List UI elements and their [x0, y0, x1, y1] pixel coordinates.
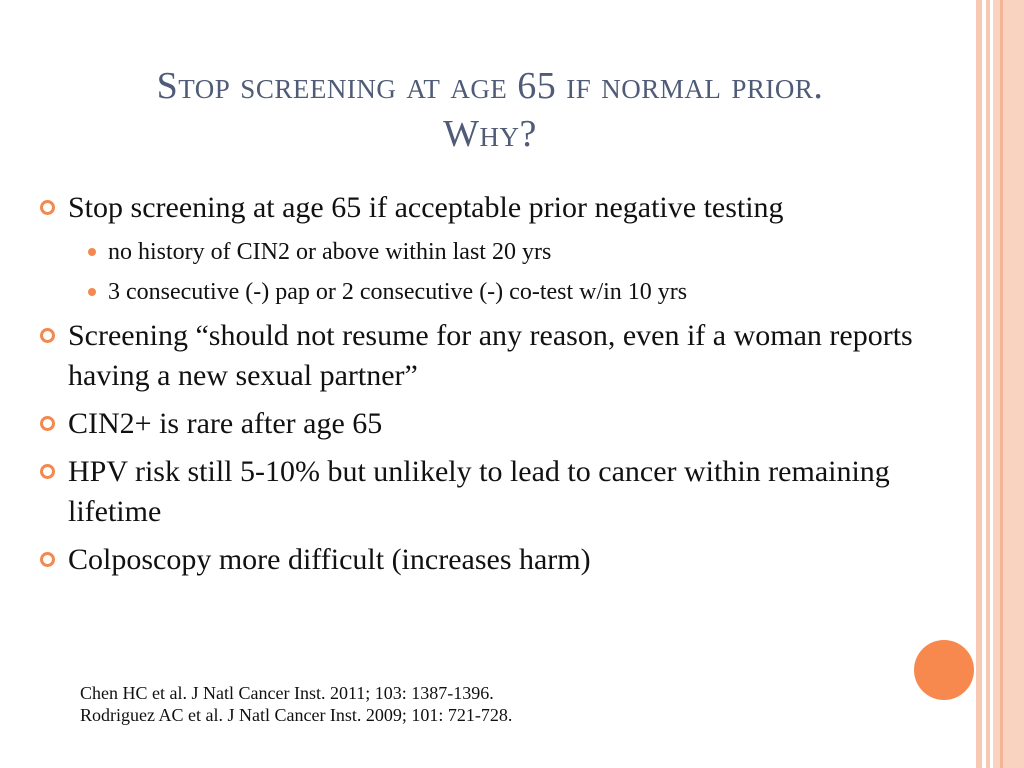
border-stripe — [1000, 0, 1003, 768]
ring-bullet-icon — [40, 464, 55, 479]
bullet-item — [38, 188, 938, 228]
sub-bullet-item — [38, 276, 938, 308]
dot-bullet-icon — [88, 288, 96, 296]
references — [80, 682, 512, 726]
sub-bullet-text: no history of CIN2 or above within last 20 yrs — [108, 239, 552, 265]
bullet-item — [38, 540, 938, 580]
bullet-text: Colposcopy more difficult (increases harm) — [68, 543, 591, 576]
bullet-text: Stop screening at age 65 if acceptable prior negative testing — [68, 191, 784, 224]
sub-bullet-text: 3 consecutive (-) pap or 2 consecutive (-) co-test w/in 10 yrs — [108, 279, 688, 305]
ring-bullet-icon — [40, 416, 55, 431]
bullet-text: CIN2+ is rare after age 65 — [68, 407, 383, 440]
reference-line: Rodriguez AC et al. J Natl Cancer Inst. 2009; 101: 721-728. — [80, 705, 513, 725]
bullet-item — [38, 452, 938, 532]
bullet-text: HPV risk still 5-10% but unlikely to lead to cancer within remaining lifetime — [68, 455, 890, 528]
dot-bullet-icon — [88, 248, 96, 256]
bullet-text: Screening “should not resume for any reason, even if a woman reports having a new sexual partner” — [68, 319, 913, 392]
reference-line: Chen HC et al. J Natl Cancer Inst. 2011; 103: 1387-1396. — [80, 683, 494, 703]
border-stripe — [986, 0, 990, 768]
border-stripe — [993, 0, 1024, 768]
bullet-item — [38, 316, 938, 396]
decorative-right-border — [976, 0, 1024, 768]
slide-title-line-2: Why? — [443, 113, 537, 155]
ring-bullet-icon — [40, 552, 55, 567]
sub-bullet-item — [38, 236, 938, 268]
slide-title — [40, 62, 940, 158]
ring-bullet-icon — [40, 200, 55, 215]
slide-title-line-1: Stop screening at age 65 if normal prior. — [156, 65, 824, 107]
bullet-item — [38, 404, 938, 444]
border-stripe — [976, 0, 982, 768]
decorative-circle — [914, 640, 974, 700]
ring-bullet-icon — [40, 328, 55, 343]
bullet-list — [38, 188, 938, 588]
